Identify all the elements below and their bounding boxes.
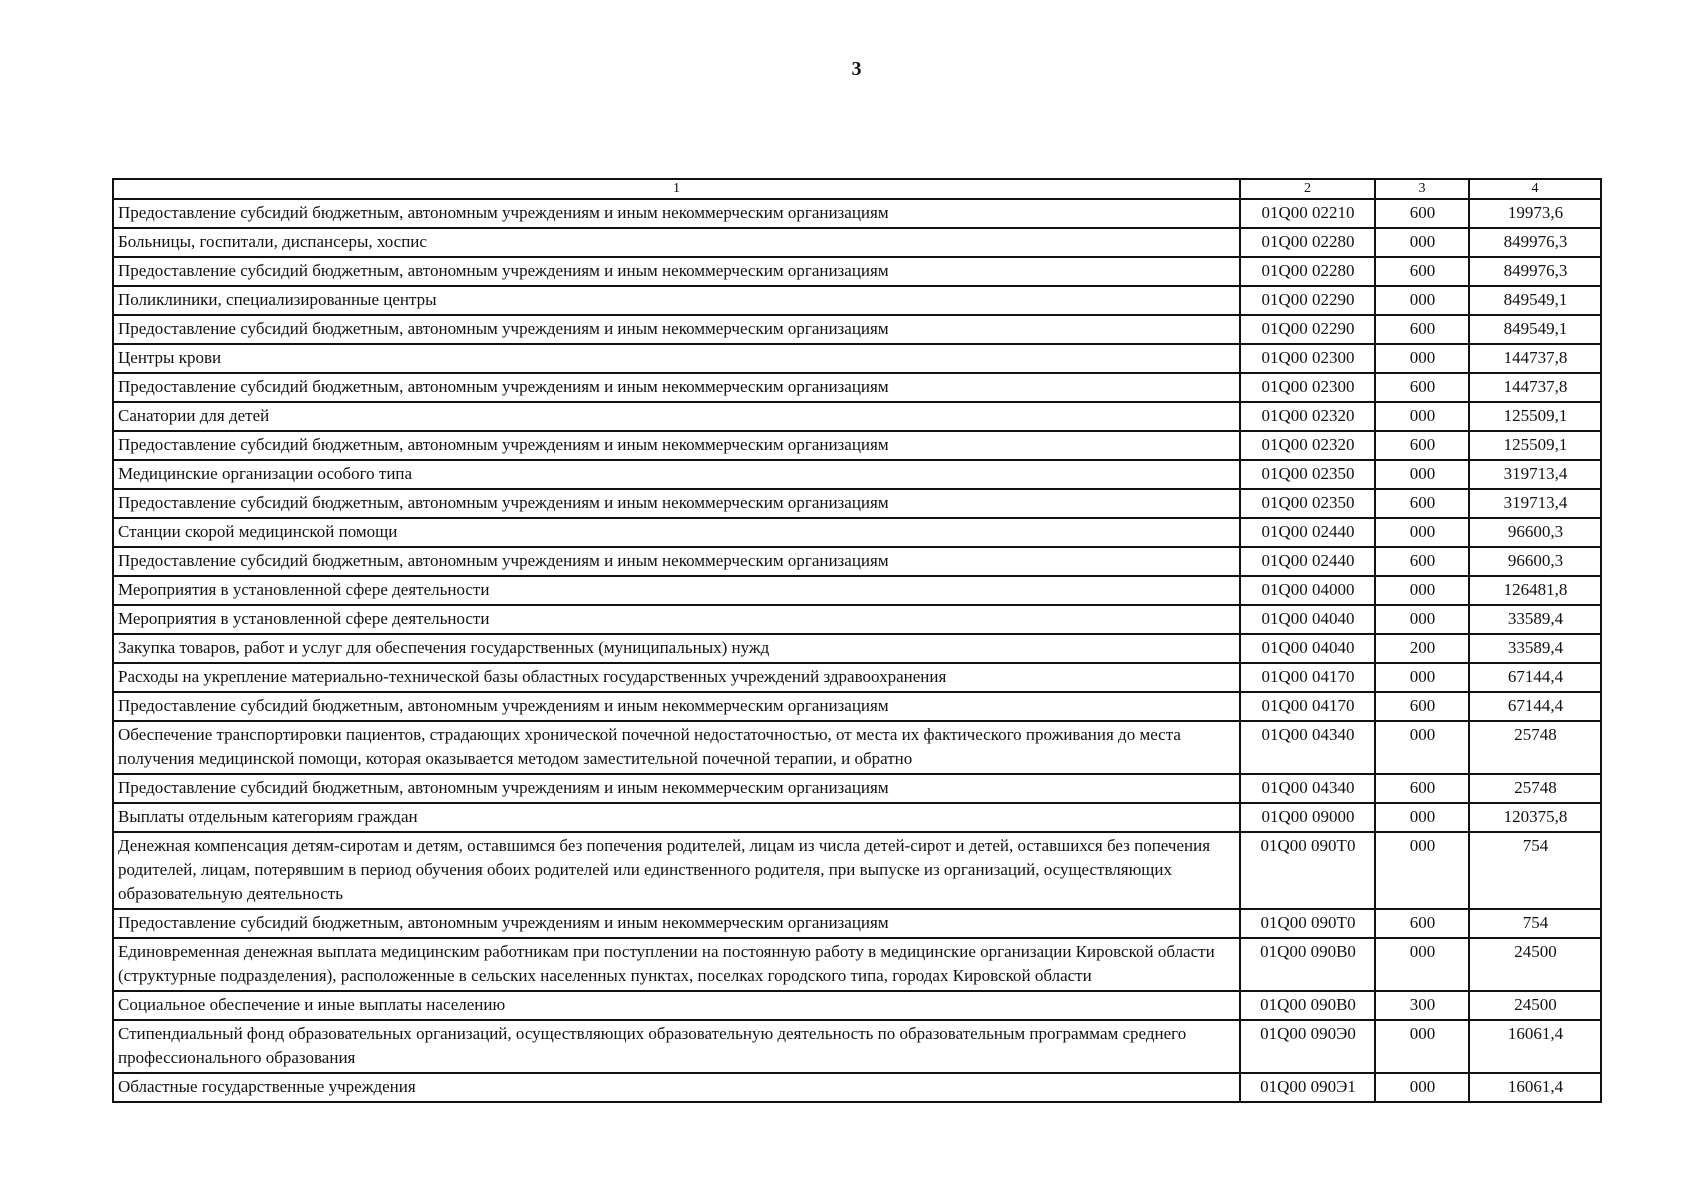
row-amount: 319713,4	[1469, 489, 1601, 518]
row-name: Предоставление субсидий бюджетным, автономным учреждениям и иным некоммерческим организациям	[113, 909, 1240, 938]
row-name: Предоставление субсидий бюджетным, автономным учреждениям и иным некоммерческим организациям	[113, 774, 1240, 803]
row-code: 01Q00 02320	[1240, 402, 1375, 431]
table-row	[113, 315, 1601, 344]
row-amount: 16061,4	[1469, 1020, 1601, 1073]
table-row	[113, 774, 1601, 803]
row-code: 01Q00 02280	[1240, 228, 1375, 257]
row-name: Поликлиники, специализированные центры	[113, 286, 1240, 315]
row-amount: 96600,3	[1469, 518, 1601, 547]
table-row	[113, 721, 1601, 774]
row-expense-type: 000	[1375, 286, 1469, 315]
table-row	[113, 460, 1601, 489]
row-name: Стипендиальный фонд образовательных организаций, осуществляющих образовательную деятельность по образовательным программам среднего профессионального образования	[113, 1020, 1240, 1073]
row-name: Социальное обеспечение и иные выплаты населению	[113, 991, 1240, 1020]
table-row	[113, 692, 1601, 721]
row-code: 01Q00 02350	[1240, 489, 1375, 518]
row-amount: 24500	[1469, 991, 1601, 1020]
table-row	[113, 286, 1601, 315]
row-name: Больницы, госпитали, диспансеры, хоспис	[113, 228, 1240, 257]
row-expense-type: 600	[1375, 909, 1469, 938]
row-name: Обеспечение транспортировки пациентов, страдающих хронической почечной недостаточностью, от места их фактического проживания до места получения медицинской помощи, которая оказывается методом заместительной почечной терапии, и обратно	[113, 721, 1240, 774]
row-name: Центры крови	[113, 344, 1240, 373]
table-row	[113, 909, 1601, 938]
row-amount: 144737,8	[1469, 344, 1601, 373]
table-row	[113, 663, 1601, 692]
table-header	[113, 179, 1601, 199]
row-code: 01Q00 02300	[1240, 344, 1375, 373]
row-name: Предоставление субсидий бюджетным, автономным учреждениям и иным некоммерческим организациям	[113, 373, 1240, 402]
row-name: Санатории для детей	[113, 402, 1240, 431]
row-expense-type: 000	[1375, 663, 1469, 692]
row-name: Областные государственные учреждения	[113, 1073, 1240, 1102]
table-row	[113, 938, 1601, 991]
row-code: 01Q00 02350	[1240, 460, 1375, 489]
row-name: Расходы на укрепление материально-технической базы областных государственных учреждений здравоохранения	[113, 663, 1240, 692]
row-code: 01Q00 090Э1	[1240, 1073, 1375, 1102]
row-code: 01Q00 04170	[1240, 663, 1375, 692]
table-row	[113, 1073, 1601, 1102]
row-amount: 849976,3	[1469, 228, 1601, 257]
row-name: Предоставление субсидий бюджетным, автономным учреждениям и иным некоммерческим организациям	[113, 199, 1240, 228]
row-name: Денежная компенсация детям-сиротам и детям, оставшимся без попечения родителей, лицам из числа детей-сирот и детей, оставшихся без попечения родителей, лицам, потерявшим в период обучения обоих родителей или единственного родителя, при выпуске из организаций, осуществляющих образовательную деятельность	[113, 832, 1240, 909]
row-expense-type: 000	[1375, 228, 1469, 257]
row-expense-type: 000	[1375, 1020, 1469, 1073]
table-row	[113, 228, 1601, 257]
row-expense-type: 600	[1375, 774, 1469, 803]
row-code: 01Q00 090В0	[1240, 991, 1375, 1020]
row-amount: 125509,1	[1469, 431, 1601, 460]
table-row	[113, 518, 1601, 547]
table-row	[113, 344, 1601, 373]
table-row	[113, 373, 1601, 402]
header-col-2: 2	[1240, 179, 1375, 199]
row-code: 01Q00 02440	[1240, 547, 1375, 576]
row-code: 01Q00 04340	[1240, 774, 1375, 803]
row-code: 01Q00 02290	[1240, 315, 1375, 344]
row-name: Предоставление субсидий бюджетным, автономным учреждениям и иным некоммерческим организациям	[113, 547, 1240, 576]
row-code: 01Q00 04340	[1240, 721, 1375, 774]
row-amount: 849549,1	[1469, 286, 1601, 315]
row-expense-type: 000	[1375, 803, 1469, 832]
row-expense-type: 000	[1375, 576, 1469, 605]
row-expense-type: 000	[1375, 605, 1469, 634]
row-amount: 126481,8	[1469, 576, 1601, 605]
row-expense-type: 000	[1375, 344, 1469, 373]
row-code: 01Q00 02300	[1240, 373, 1375, 402]
row-code: 01Q00 02280	[1240, 257, 1375, 286]
table-row	[113, 576, 1601, 605]
row-name: Предоставление субсидий бюджетным, автономным учреждениям и иным некоммерческим организациям	[113, 489, 1240, 518]
row-code: 01Q00 02210	[1240, 199, 1375, 228]
row-amount: 67144,4	[1469, 692, 1601, 721]
row-amount: 754	[1469, 832, 1601, 909]
row-amount: 33589,4	[1469, 605, 1601, 634]
row-amount: 16061,4	[1469, 1073, 1601, 1102]
row-expense-type: 000	[1375, 721, 1469, 774]
table-row	[113, 832, 1601, 909]
row-amount: 67144,4	[1469, 663, 1601, 692]
row-code: 01Q00 090Т0	[1240, 909, 1375, 938]
page-number: 3	[851, 58, 862, 80]
row-name: Предоставление субсидий бюджетным, автономным учреждениям и иным некоммерческим организациям	[113, 257, 1240, 286]
row-name: Станции скорой медицинской помощи	[113, 518, 1240, 547]
row-amount: 849976,3	[1469, 257, 1601, 286]
budget-table	[112, 178, 1602, 1103]
row-expense-type: 600	[1375, 489, 1469, 518]
table-row	[113, 489, 1601, 518]
row-expense-type: 000	[1375, 1073, 1469, 1102]
row-amount: 319713,4	[1469, 460, 1601, 489]
row-code: 01Q00 090Т0	[1240, 832, 1375, 909]
row-expense-type: 600	[1375, 547, 1469, 576]
row-expense-type: 600	[1375, 692, 1469, 721]
header-col-3: 3	[1375, 179, 1469, 199]
row-name: Единовременная денежная выплата медицинским работникам при поступлении на постоянную работу в медицинские организации Кировской области (структурные подразделения), расположенные в сельских населенных пунктах, поселках городского типа, городах Кировской области	[113, 938, 1240, 991]
row-code: 01Q00 04170	[1240, 692, 1375, 721]
row-expense-type: 600	[1375, 257, 1469, 286]
budget-table-container	[112, 178, 1600, 1103]
row-code: 01Q00 02290	[1240, 286, 1375, 315]
row-name: Предоставление субсидий бюджетным, автономным учреждениям и иным некоммерческим организациям	[113, 692, 1240, 721]
row-amount: 24500	[1469, 938, 1601, 991]
table-body	[113, 199, 1601, 1102]
header-col-1: 1	[113, 179, 1240, 199]
table-row	[113, 547, 1601, 576]
row-amount: 849549,1	[1469, 315, 1601, 344]
row-name: Медицинские организации особого типа	[113, 460, 1240, 489]
header-col-4: 4	[1469, 179, 1601, 199]
row-code: 01Q00 04000	[1240, 576, 1375, 605]
header-row	[113, 179, 1601, 199]
row-code: 01Q00 090В0	[1240, 938, 1375, 991]
row-amount: 120375,8	[1469, 803, 1601, 832]
row-code: 01Q00 04040	[1240, 605, 1375, 634]
table-row	[113, 634, 1601, 663]
row-name: Мероприятия в установленной сфере деятельности	[113, 605, 1240, 634]
row-amount: 125509,1	[1469, 402, 1601, 431]
row-code: 01Q00 09000	[1240, 803, 1375, 832]
row-amount: 25748	[1469, 721, 1601, 774]
row-expense-type: 200	[1375, 634, 1469, 663]
row-amount: 25748	[1469, 774, 1601, 803]
row-expense-type: 600	[1375, 373, 1469, 402]
row-expense-type: 300	[1375, 991, 1469, 1020]
table-row	[113, 402, 1601, 431]
row-expense-type: 000	[1375, 832, 1469, 909]
row-expense-type: 000	[1375, 402, 1469, 431]
table-row	[113, 991, 1601, 1020]
row-expense-type: 000	[1375, 938, 1469, 991]
row-amount: 144737,8	[1469, 373, 1601, 402]
row-amount: 96600,3	[1469, 547, 1601, 576]
table-row	[113, 605, 1601, 634]
row-expense-type: 600	[1375, 315, 1469, 344]
row-name: Предоставление субсидий бюджетным, автономным учреждениям и иным некоммерческим организациям	[113, 431, 1240, 460]
table-row	[113, 257, 1601, 286]
row-name: Закупка товаров, работ и услуг для обеспечения государственных (муниципальных) нужд	[113, 634, 1240, 663]
row-code: 01Q00 02320	[1240, 431, 1375, 460]
row-code: 01Q00 090Э0	[1240, 1020, 1375, 1073]
row-expense-type: 000	[1375, 460, 1469, 489]
row-name: Выплаты отдельным категориям граждан	[113, 803, 1240, 832]
row-code: 01Q00 04040	[1240, 634, 1375, 663]
row-expense-type: 600	[1375, 199, 1469, 228]
row-amount: 754	[1469, 909, 1601, 938]
row-code: 01Q00 02440	[1240, 518, 1375, 547]
row-amount: 33589,4	[1469, 634, 1601, 663]
row-amount: 19973,6	[1469, 199, 1601, 228]
row-expense-type: 000	[1375, 518, 1469, 547]
table-row	[113, 431, 1601, 460]
row-name: Предоставление субсидий бюджетным, автономным учреждениям и иным некоммерческим организациям	[113, 315, 1240, 344]
table-row	[113, 1020, 1601, 1073]
table-row	[113, 199, 1601, 228]
table-row	[113, 803, 1601, 832]
row-name: Мероприятия в установленной сфере деятельности	[113, 576, 1240, 605]
row-expense-type: 600	[1375, 431, 1469, 460]
